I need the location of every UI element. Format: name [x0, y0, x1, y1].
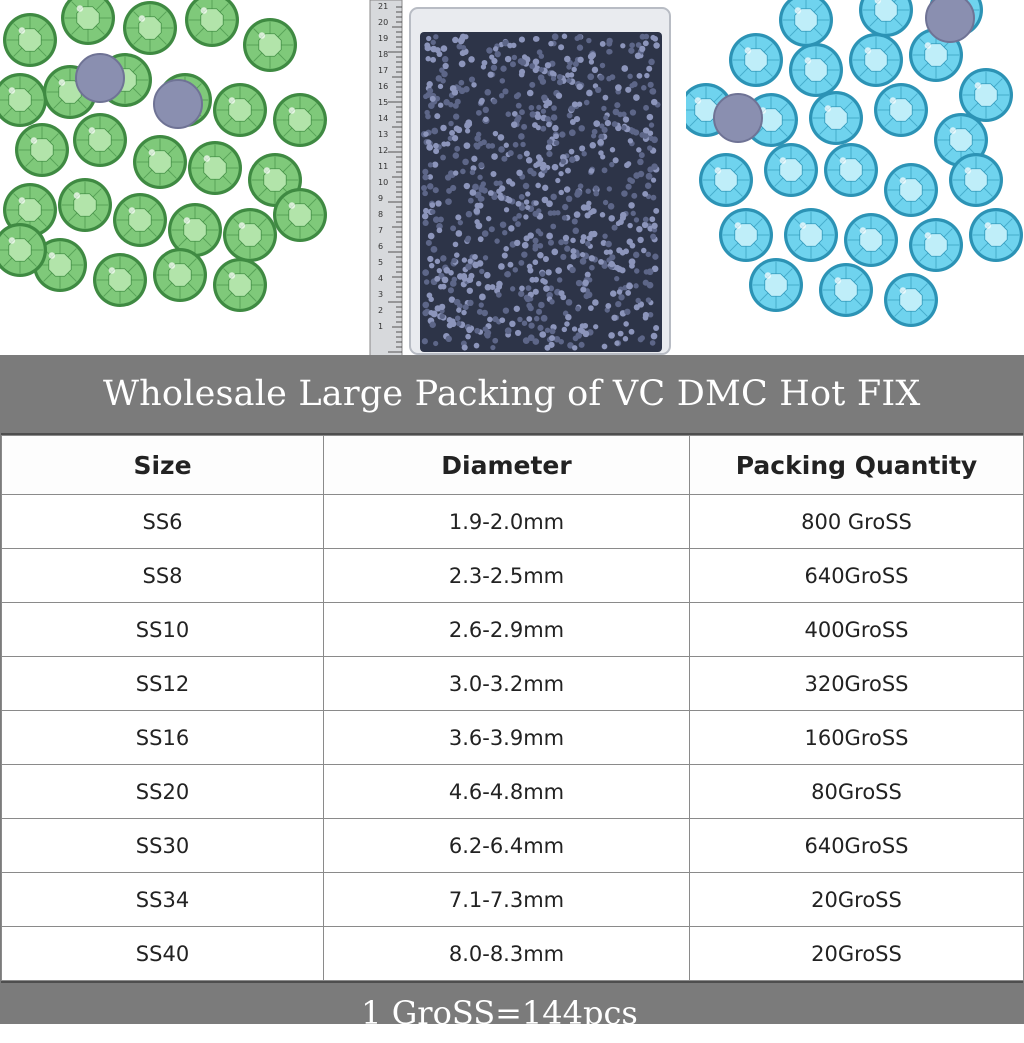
blue-rhinestone: [729, 33, 783, 87]
rhinestone-glue-backing: [76, 54, 124, 102]
cell-quantity: 20GroSS: [690, 873, 1024, 927]
blue-rhinestone: [809, 91, 863, 145]
cell-diameter: 2.3-2.5mm: [324, 549, 690, 603]
green-rhinestone: [223, 208, 277, 262]
rhinestone-glue-backing: [714, 94, 762, 142]
green-rhinestone: [93, 253, 147, 307]
green-rhinestone: [61, 0, 115, 45]
blue-rhinestone: [789, 43, 843, 97]
green-rhinestone: [113, 193, 167, 247]
blue-rhinestone: [874, 83, 928, 137]
green-rhinestone: [0, 73, 47, 127]
ruler-tick-label: 14: [378, 114, 389, 123]
cell-diameter: 6.2-6.4mm: [324, 819, 690, 873]
green-rhinestone: [273, 188, 327, 242]
blue-rhinestone: [784, 208, 838, 262]
ruler-tick-label: 16: [378, 82, 389, 91]
ruler-tick-label: 2: [378, 306, 384, 315]
table-row: [2, 711, 1024, 765]
blue-rhinestone: [849, 33, 903, 87]
blue-rhinestone: [859, 0, 913, 37]
ruler-tick-label: 13: [378, 130, 389, 139]
ruler-tick-label: 10: [378, 178, 389, 187]
green-rhinestone: [123, 1, 177, 55]
gross-conversion-note: 1 GroSS=144pcs: [1, 981, 1023, 1043]
green-rhinestone: [133, 135, 187, 189]
header-packing-quantity: Packing Quantity: [690, 436, 1024, 495]
cell-quantity: 20GroSS: [690, 927, 1024, 981]
blue-rhinestones-image: [686, 0, 1024, 356]
cell-diameter: 8.0-8.3mm: [324, 927, 690, 981]
cell-diameter: 1.9-2.0mm: [324, 495, 690, 549]
green-rhinestone: [15, 123, 69, 177]
cell-diameter: 2.6-2.9mm: [324, 603, 690, 657]
table-row: [2, 549, 1024, 603]
cell-size: SS12: [2, 657, 324, 711]
green-rhinestone: [58, 178, 112, 232]
blue-rhinestones-photo: [686, 0, 1024, 356]
green-rhinestone: [3, 13, 57, 67]
cell-quantity: 640GroSS: [690, 549, 1024, 603]
cell-diameter: 3.6-3.9mm: [324, 711, 690, 765]
ruler-tick-label: 21: [378, 2, 389, 11]
cell-quantity: 640GroSS: [690, 819, 1024, 873]
ruler-tick-label: 15: [378, 98, 389, 107]
blue-rhinestone: [969, 208, 1023, 262]
green-rhinestone: [73, 113, 127, 167]
blue-rhinestone: [909, 218, 963, 272]
green-rhinestone: [243, 18, 297, 72]
green-rhinestone: [273, 93, 327, 147]
blue-rhinestone: [719, 208, 773, 262]
ruler-tick-label: 11: [378, 162, 389, 171]
table-title: Wholesale Large Packing of VC DMC Hot FIX: [1, 355, 1023, 435]
cell-quantity: 800 GroSS: [690, 495, 1024, 549]
table-row: [2, 765, 1024, 819]
blue-rhinestone: [884, 273, 938, 327]
green-rhinestones-image: [0, 0, 330, 356]
table-row: [2, 927, 1024, 981]
blue-rhinestone: [844, 213, 898, 267]
ruler-tick-label: 18: [378, 50, 389, 59]
ruler-tick-label: 8: [378, 210, 384, 219]
green-rhinestone: [185, 0, 239, 47]
product-photos: [0, 0, 1024, 356]
ruler-tick-label: 19: [378, 34, 389, 43]
ruler-tick-label: 5: [378, 258, 384, 267]
cell-diameter: 4.6-4.8mm: [324, 765, 690, 819]
table-row: [2, 873, 1024, 927]
cell-size: SS20: [2, 765, 324, 819]
packing-table-panel: [0, 355, 1024, 1032]
blue-rhinestone: [764, 143, 818, 197]
ruler-tick-label: 20: [378, 18, 389, 27]
cell-quantity: 80GroSS: [690, 765, 1024, 819]
ruler-tick-label: 17: [378, 66, 389, 75]
cell-size: SS34: [2, 873, 324, 927]
ruler-tick-label: 12: [378, 146, 389, 155]
blue-rhinestone: [884, 163, 938, 217]
blue-rhinestone: [949, 153, 1003, 207]
cell-quantity: 160GroSS: [690, 711, 1024, 765]
rhinestone-bag-image: [330, 0, 676, 356]
header-size: Size: [2, 436, 324, 495]
table-row: [2, 819, 1024, 873]
cell-size: SS16: [2, 711, 324, 765]
cell-size: SS8: [2, 549, 324, 603]
cell-size: SS6: [2, 495, 324, 549]
rhinestone-bag-photo: [330, 0, 676, 356]
green-rhinestone: [153, 248, 207, 302]
blue-rhinestone: [779, 0, 833, 47]
cell-size: SS10: [2, 603, 324, 657]
ruler-tick-label: 4: [378, 274, 384, 283]
blue-rhinestone: [699, 153, 753, 207]
blue-rhinestone: [824, 143, 878, 197]
cell-diameter: 3.0-3.2mm: [324, 657, 690, 711]
ruler-tick-label: 3: [378, 290, 384, 299]
cell-quantity: 400GroSS: [690, 603, 1024, 657]
table-row: [2, 495, 1024, 549]
packing-table: [1, 435, 1024, 981]
ruler-tick-label: 9: [378, 194, 384, 203]
blue-rhinestone: [749, 258, 803, 312]
rhinestone-glue-backing: [926, 0, 974, 42]
table-header-row: [2, 436, 1024, 495]
green-rhinestone: [213, 83, 267, 137]
cell-quantity: 320GroSS: [690, 657, 1024, 711]
blue-rhinestone: [819, 263, 873, 317]
cell-size: SS30: [2, 819, 324, 873]
table-row: [2, 603, 1024, 657]
ruler-tick-label: 6: [378, 242, 384, 251]
rhinestone-glue-backing: [154, 80, 202, 128]
ruler-tick-label: 1: [378, 322, 384, 331]
green-rhinestone: [188, 141, 242, 195]
cell-size: SS40: [2, 927, 324, 981]
cell-diameter: 7.1-7.3mm: [324, 873, 690, 927]
header-diameter: Diameter: [324, 436, 690, 495]
green-rhinestones-photo: [0, 0, 330, 356]
ruler-tick-label: 7: [378, 226, 384, 235]
green-rhinestone: [213, 258, 267, 312]
table-row: [2, 657, 1024, 711]
